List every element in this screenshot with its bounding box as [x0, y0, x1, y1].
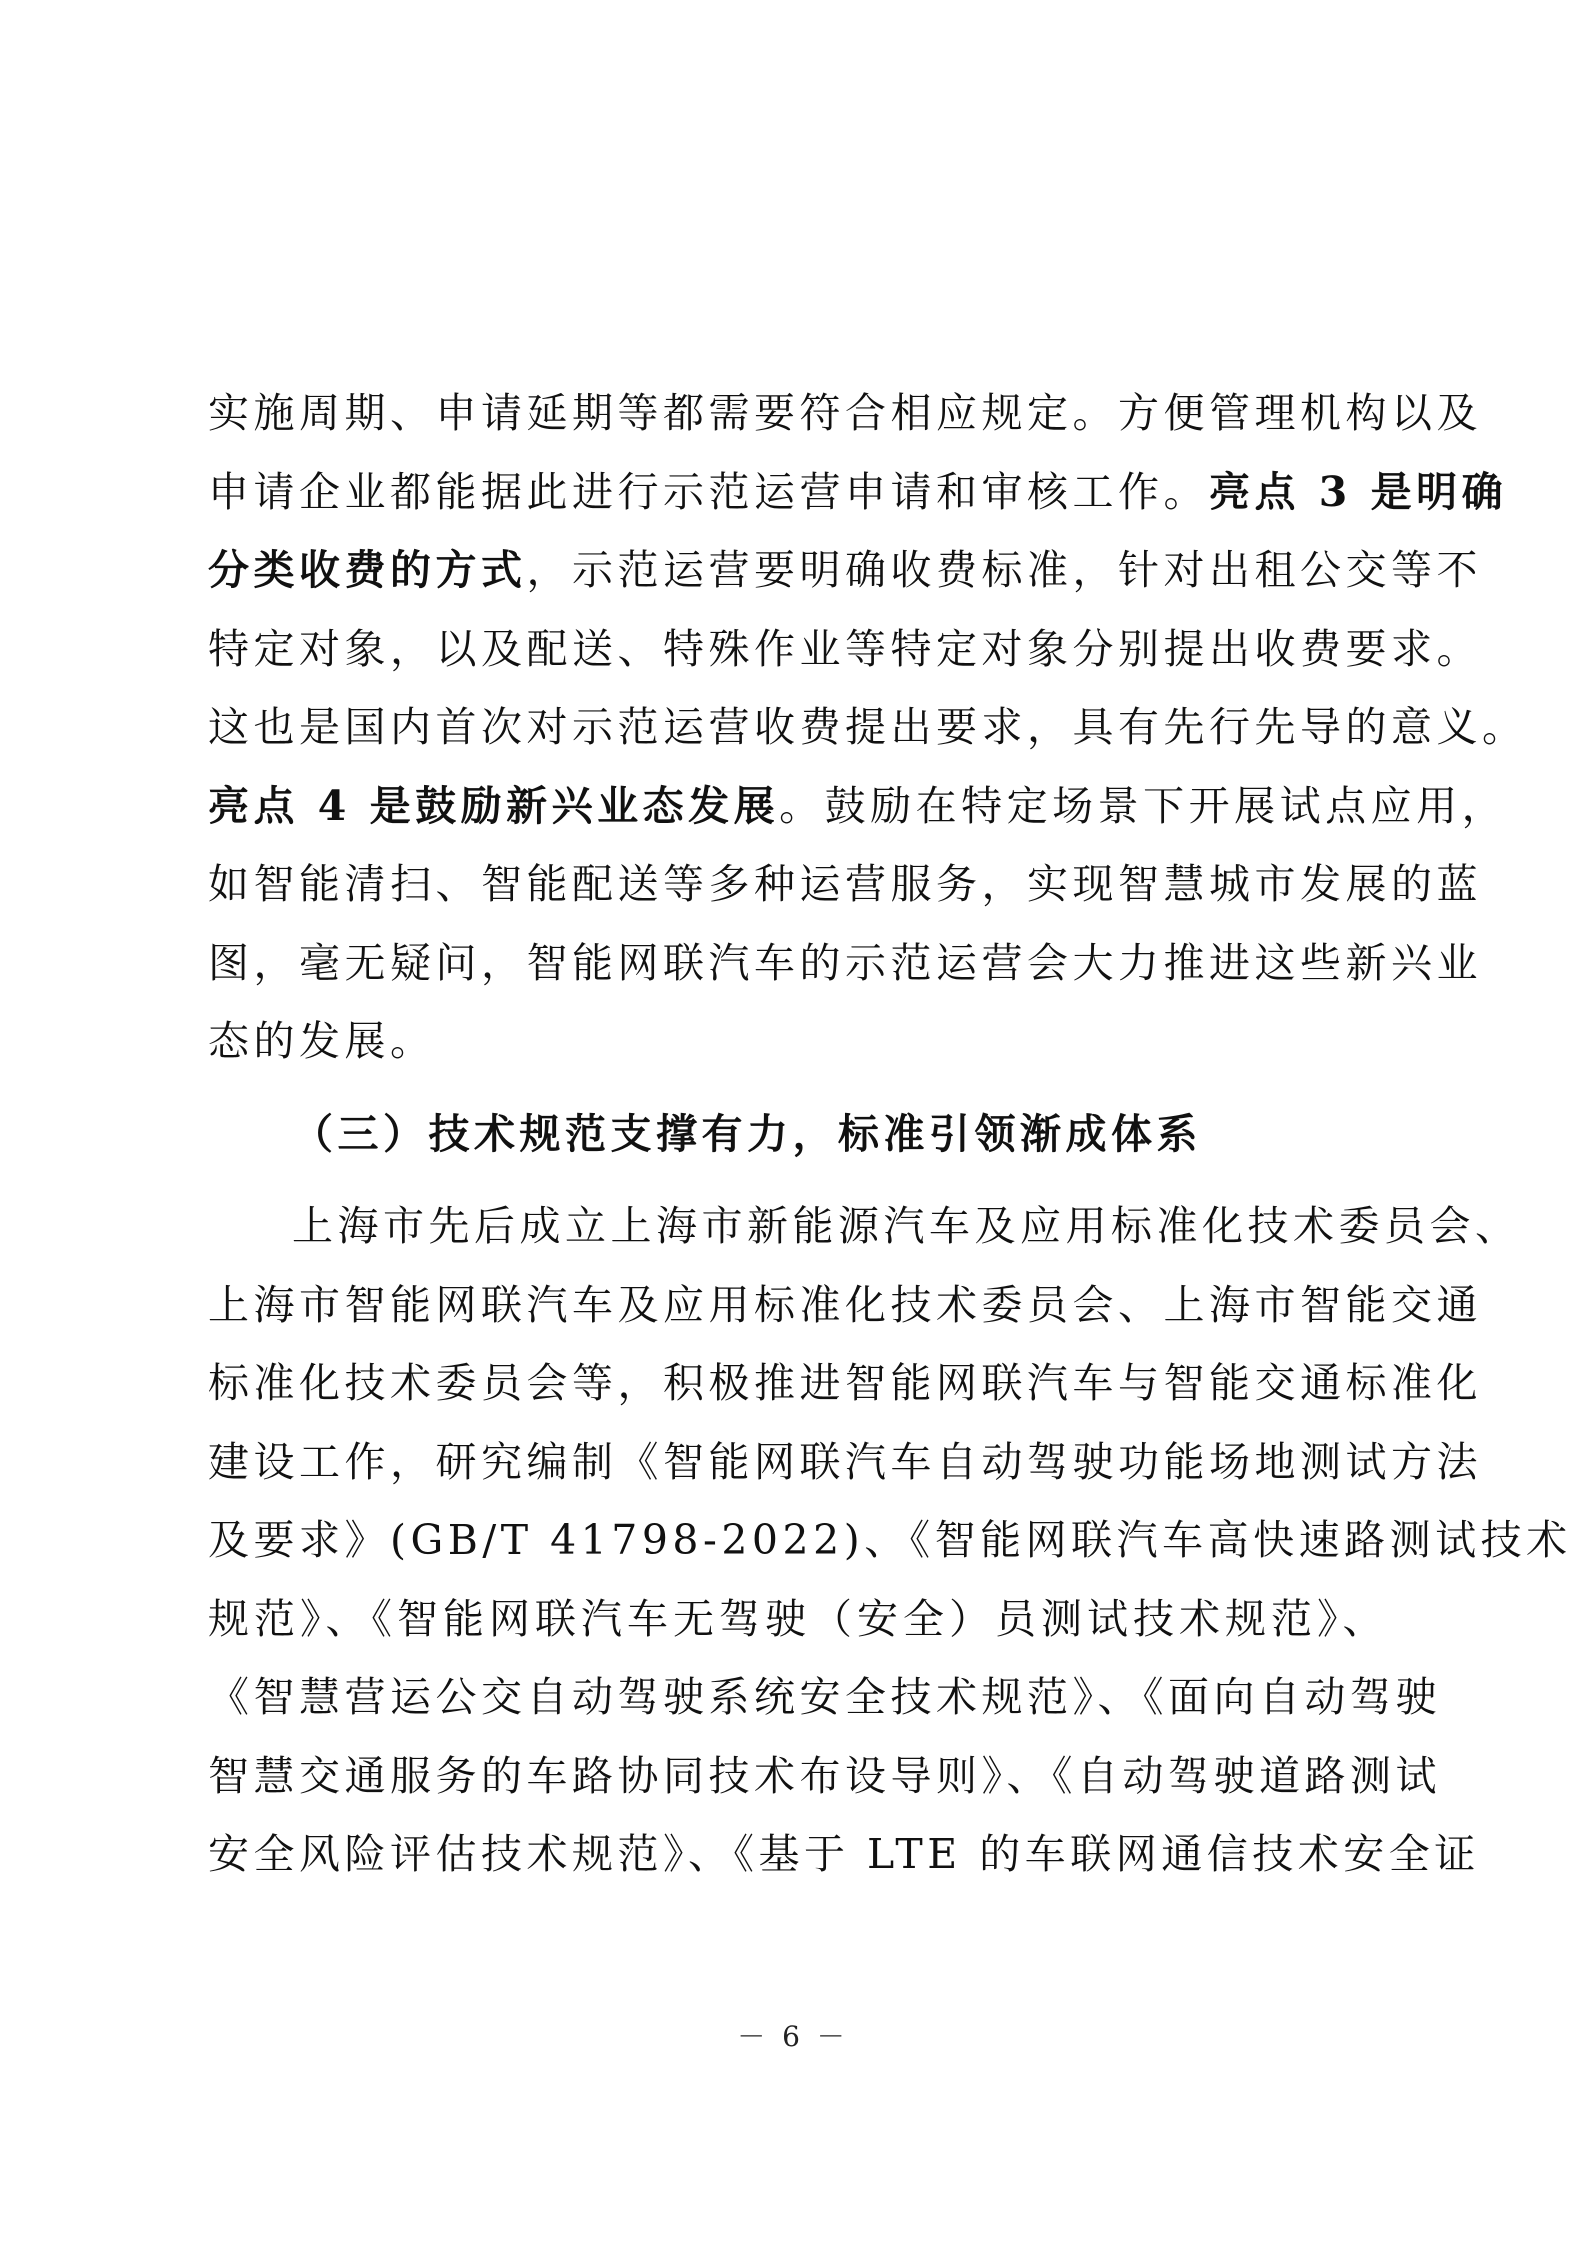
highlight-3-label-continued: 分类收费的方式 [208, 546, 527, 594]
text-run: 这也是国内首次对示范运营收费提出要求，具有先行先导的意义。 [208, 703, 1528, 751]
text-line [208, 610, 1482, 689]
text-run: 态的发展。 [208, 1017, 436, 1065]
text-run: ，示范运营要明确收费标准，针对出租公交等不 [526, 546, 1482, 594]
text-line: 上海市智能网联汽车及应用标准化技术委员会、上海市智能交通 [208, 1280, 1482, 1329]
paragraph-continuation [208, 374, 1528, 1081]
highlight-4-label: 亮点 4 是鼓励新兴业态发展 [208, 781, 780, 830]
text-line [208, 845, 1482, 924]
text-line: 标准化技术委员会等，积极推进智能网联汽车与智能交通标准化 [208, 1359, 1482, 1407]
text-line [208, 1002, 1388, 1081]
text-run: 申请企业都能据此进行示范运营申请和审核工作。 [208, 467, 1209, 516]
text-line: 安全风险评估技术规范》、《基于 LTE 的车联网通信技术安全证 [208, 1830, 1480, 1878]
document-body [208, 374, 1572, 1894]
text-line: 上海市先后成立上海市新能源汽车及应用标准化技术委员会、 [292, 1202, 1521, 1250]
text-run: 。鼓励在特定场景下开展试点应用， [779, 781, 1508, 830]
text-line [208, 453, 1508, 532]
text-line: 建设工作，研究编制《智能网联汽车自动驾驶功能场地测试方法 [208, 1437, 1482, 1486]
text-line: 规范》、《智能网联汽车无驾驶（安全）员测试技术规范》、 [208, 1594, 1388, 1643]
text-run: 特定对象，以及配送、特殊作业等特定对象分别提出收费要求。 [208, 624, 1482, 673]
highlight-3-label: 亮点 3 是明确 [1209, 467, 1508, 516]
text-line: 智慧交通服务的车路协同技术布设导则》、《自动驾驶道路测试 [208, 1751, 1441, 1800]
text-run: 实施周期、申请延期等都需要符合相应规定。方便管理机构以及 [208, 389, 1482, 437]
text-line [208, 688, 1528, 767]
text-line [208, 924, 1482, 1003]
text-run: 如智能清扫、智能配送等多种运营服务，实现智慧城市发展的蓝 [208, 860, 1482, 908]
section-heading: （三）技术规范支撑有力，标准引领渐成体系 [292, 1109, 1202, 1158]
text-run: 图，毫无疑问，智能网联汽车的示范运营会大力推进这些新兴业 [208, 938, 1482, 987]
text-line [208, 374, 1482, 453]
text-line [208, 767, 1508, 846]
text-line [208, 531, 1482, 610]
text-line: 及要求》(GB/T 41798-2022)、《智能网联汽车高快速路测试技术 [208, 1516, 1572, 1564]
text-line: 《智慧营运公交自动驾驶系统安全技术规范》、《面向自动驾驶 [208, 1673, 1441, 1721]
page-number: － 6 － [737, 2020, 849, 2053]
paragraph-standards [208, 1187, 1572, 1894]
